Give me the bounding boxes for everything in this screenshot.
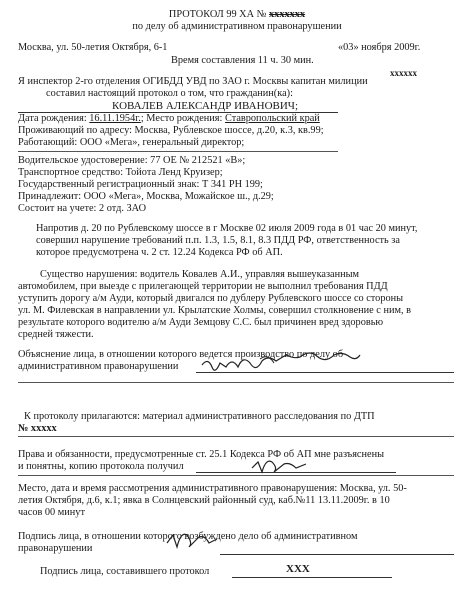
court-line-2: летия Октября, д.6, к.1; явка в Солнцевский районный суд, каб.№11 13.11.2009г. в 10	[18, 495, 390, 506]
separator	[18, 436, 454, 437]
vehicle-owner: Принадлежит: ООО «Мега», Москва, Можайское ш., д.29;	[18, 191, 274, 202]
inspector-signature-line	[232, 577, 392, 578]
essence-line-2: автомобилем, при выезде с прилегающей территории не выполнил требования ПДД	[18, 281, 388, 292]
birth-label: Дата рождения:	[18, 113, 90, 124]
separator	[18, 382, 454, 383]
title-text: ПРОТОКОЛ 99 ХА №	[168, 9, 270, 20]
inspector-signature-mask: XXX	[286, 563, 310, 575]
place: Москва, ул. 50-летия Октября, 6-1	[18, 42, 168, 53]
offender-signature-underline	[220, 554, 454, 555]
violation-line-3: которое предусмотрена ч. 2 ст. 12.24 Кодекса РФ об АП.	[36, 247, 283, 258]
vehicle: Транспортное средство: Тойота Ленд Круизер;	[18, 167, 223, 178]
address: Проживающий по адресу: Москва, Рублевское шоссе, д.20, к.3, кв.99;	[18, 125, 324, 136]
inspector-mask: xxxxxx	[390, 68, 417, 78]
court-line-1: Место, дата и время рассмотрения административного правонарушения: Москва, ул. 50-	[18, 483, 407, 494]
essence-line-1: Существо нарушения: водитель Ковалев А.И., управляя вышеуказанным	[40, 269, 360, 280]
registry: Состоит на учете: 2 отд. ЗАО	[18, 203, 147, 214]
inspector-signature-label: Подпись лица, составившего протокол	[40, 566, 210, 577]
offender-name: КОВАЛЕВ АЛЕКСАНДР ИВАНОВИЧ;	[112, 100, 299, 112]
workplace: Работающий: ООО «Мега», генеральный директор;	[18, 137, 245, 148]
court-line-3: часов 00 минут	[18, 507, 85, 518]
essence-line-3: уступить дорогу а/м Ауди, который двигался по дублеру Рублевского шоссе со стороны	[18, 293, 404, 304]
offender-signature	[165, 527, 219, 553]
attachment-number: № xxxxx	[18, 423, 57, 434]
driver-license: Водительское удостоверение: 77 ОЕ № 212521 «В»;	[18, 155, 246, 166]
birth-date: 16.11.1954г.	[89, 113, 141, 124]
birth-place: Ставропольский край	[224, 113, 320, 124]
date: «03» ноября 2009г.	[338, 42, 421, 53]
essence-line-5: результате которого водителю а/м Ауди Земцову С.С. был причинен вред здоровью	[18, 317, 384, 328]
attachment-line-1: К протоколу прилагаются: материал административного расследования по ДТП	[24, 411, 375, 422]
protocol-subtitle: по делу об административном правонарушении	[132, 21, 342, 32]
separator	[18, 151, 338, 152]
rights-line-1: Права и обязанности, предусмотренные ст. 25.1 Кодекса РФ об АП мне разъяснены	[18, 449, 385, 460]
rights-line-2: и понятны, копию протокола получил	[18, 461, 184, 472]
birth-place-label: ; Место рождения:	[140, 113, 225, 124]
separator	[18, 475, 454, 476]
explanation-line-1: Объяснение лица, в отношении которого ведется производство по делу об	[18, 349, 344, 360]
offender-signature-line-1: Подпись лица, в отношении которого возбуждено дело об административном	[18, 531, 358, 542]
explanation-line-2: административном правонарушении	[18, 361, 179, 372]
handwritten-explanation	[200, 351, 370, 377]
time: Время составления 11 ч. 30 мин.	[171, 55, 314, 66]
violation-line-1: Напротив д. 20 по Рублевскому шоссе в г Москве 02 июля 2009 года в 01 час 20 минут,	[36, 223, 418, 234]
birth-info	[18, 113, 320, 125]
violation-line-2: совершил нарушение требований п.п. 1.3, 1.5, 8.1, 8.3 ПДД РФ, ответственность за	[36, 235, 400, 246]
protocol-number: xxxxxxx	[269, 9, 306, 20]
inspector-line: Я инспектор 2-го отделения ОГИБДД УВД по ЗАО г. Москвы капитан милиции	[18, 76, 368, 87]
protocol-statement: составил настоящий протокол о том, что гражданин(ка):	[46, 88, 293, 99]
plate-number: Государственный регистрационный знак: Т 341 РН 199;	[18, 179, 263, 190]
essence-line-6: средней тяжести.	[18, 329, 94, 340]
essence-line-4: ул. М. Филевская в направлении ул. Крылатские Холмы, совершил столкновение с ним, в	[18, 305, 411, 316]
offender-signature-line-2: правонарушении	[18, 543, 93, 554]
protocol-title	[0, 9, 474, 21]
